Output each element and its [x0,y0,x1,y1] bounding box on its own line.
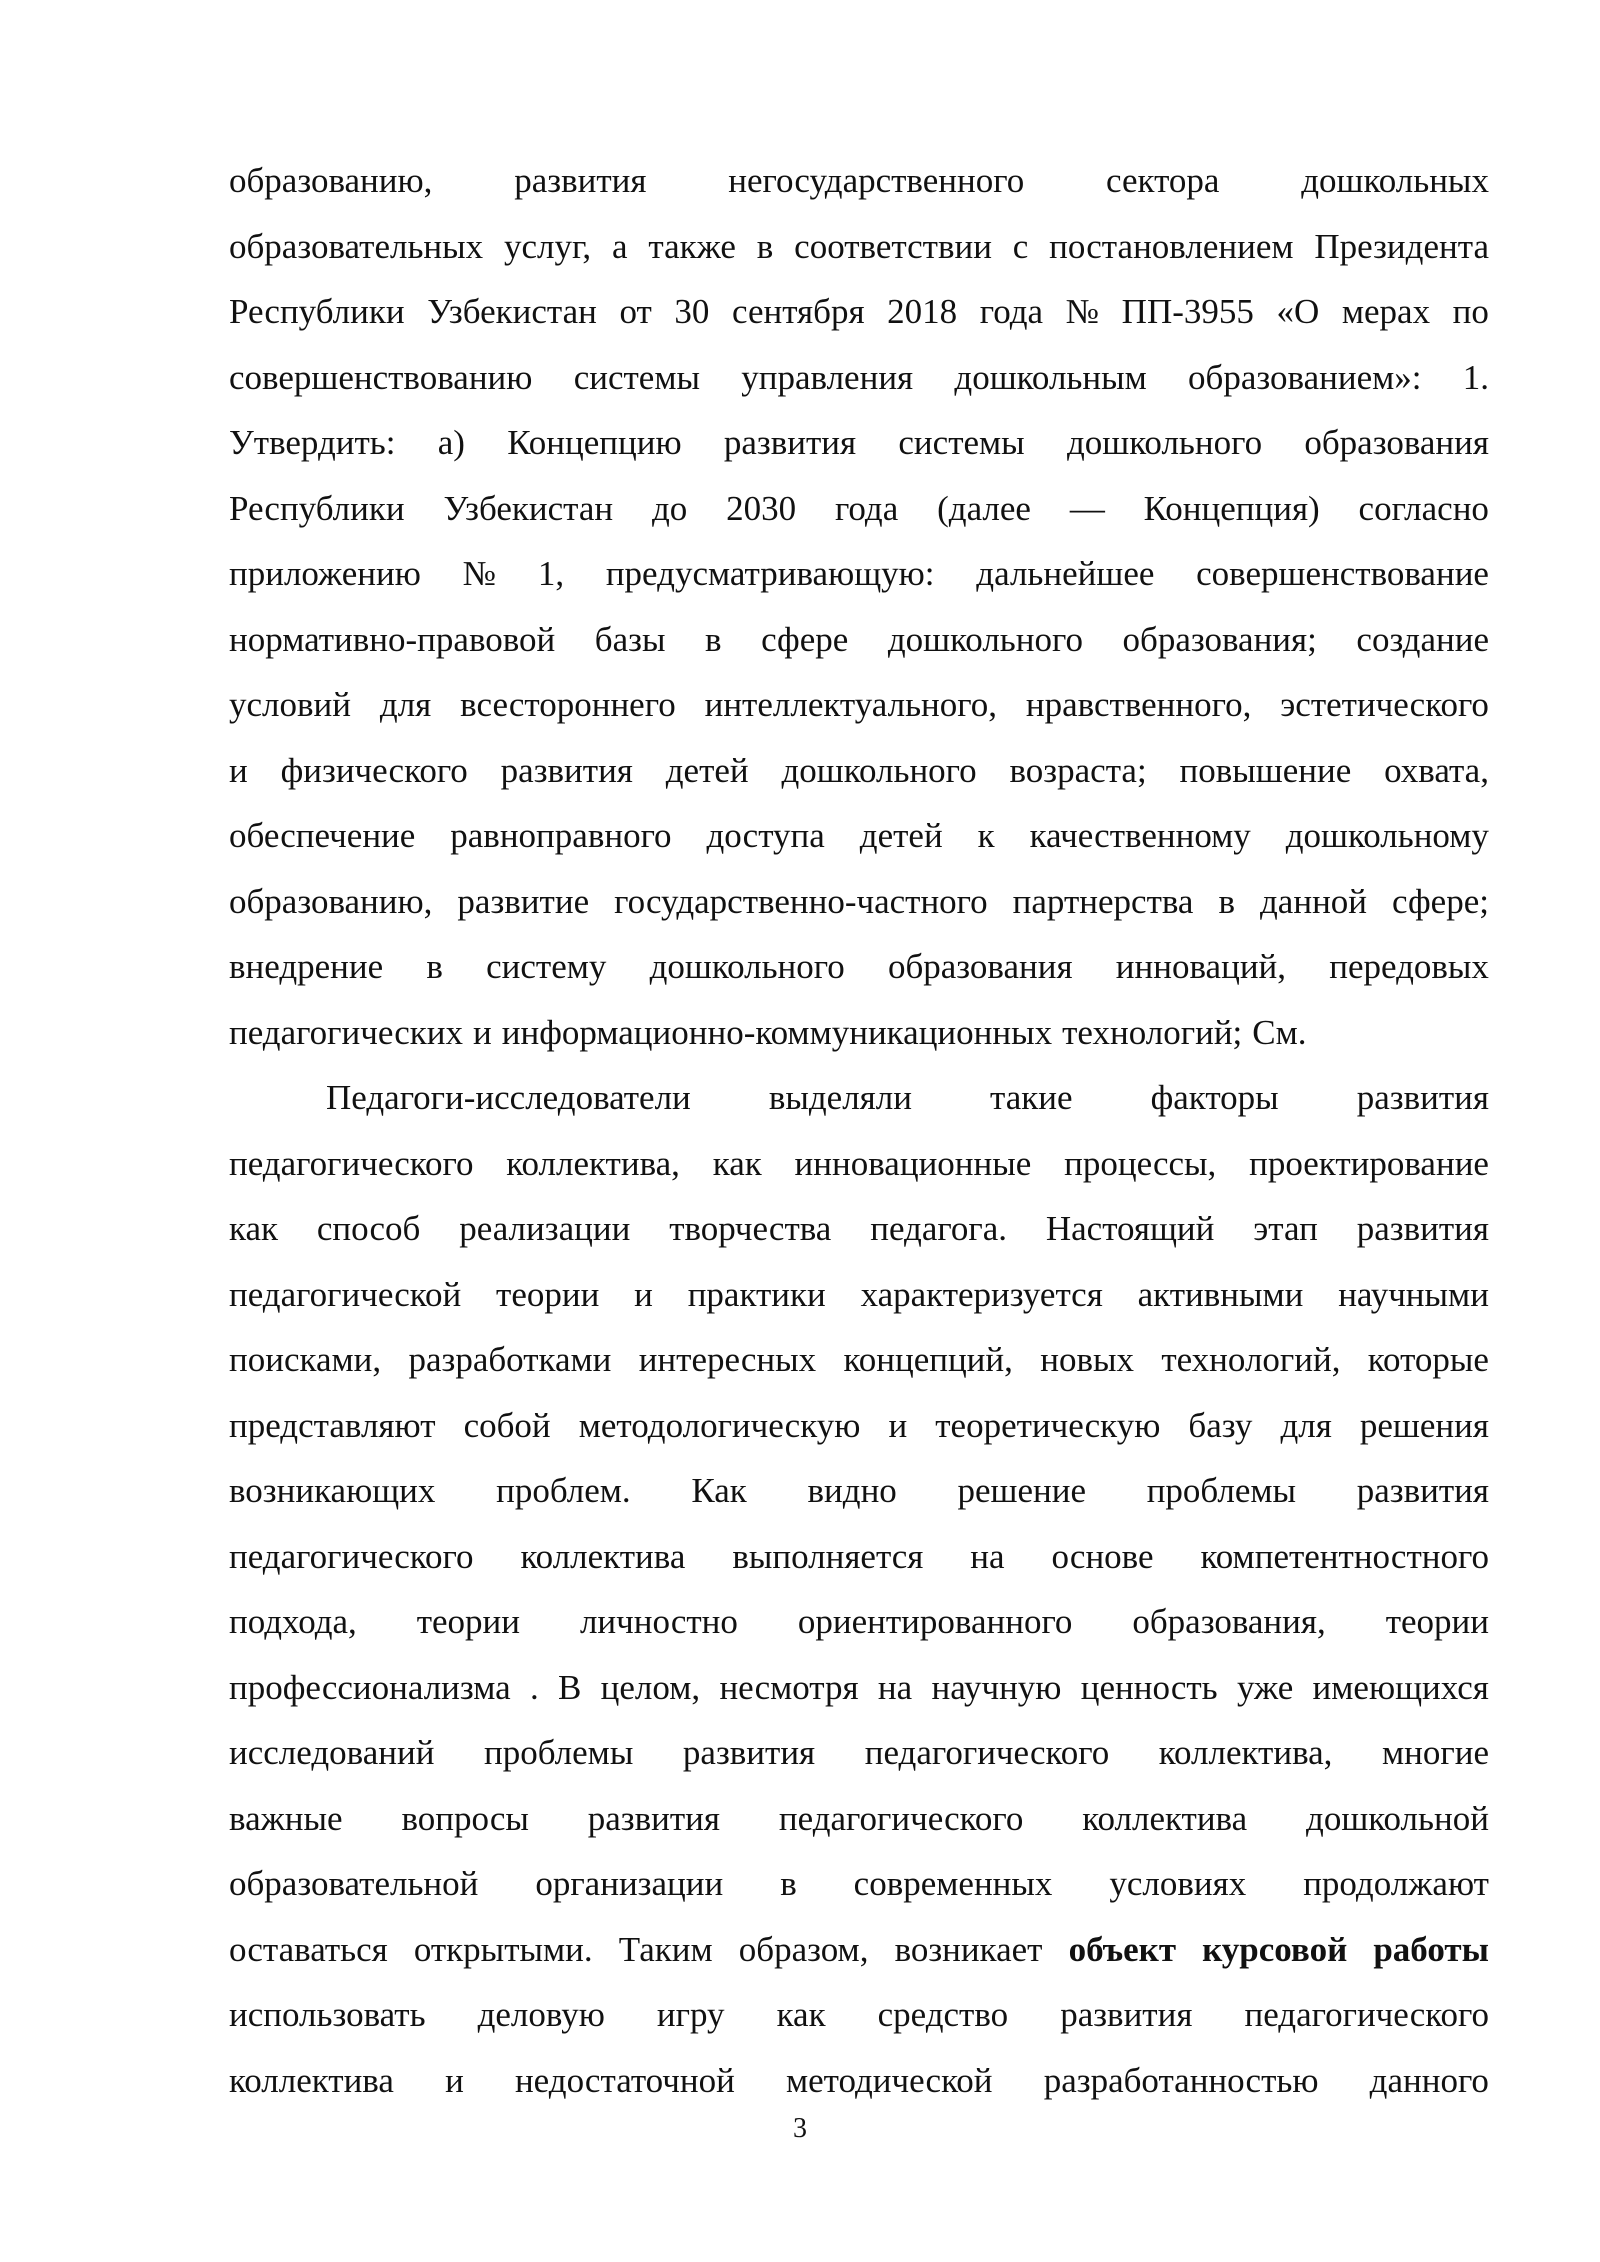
word: педагогического [864,1733,1110,1772]
word: инноваций, [1115,947,1287,986]
text-line [229,1589,1489,1655]
word: нравственного, [1025,685,1252,724]
word: открытыми. [413,1929,593,1969]
word: а) [437,423,465,462]
word: использовать [229,1995,426,2034]
word: многие [1381,1733,1489,1772]
word: технологий; [1062,1012,1243,1052]
word: научную [931,1667,1062,1707]
word: предусматривающую: [605,554,935,593]
word: развития [682,1733,816,1772]
word: личностно [579,1602,738,1641]
word: образования [887,947,1073,986]
word: и [473,1012,492,1052]
word: важные [229,1798,343,1838]
word: педагога. [870,1209,1007,1248]
word: до [651,488,688,528]
word: образования; [1122,619,1317,659]
word: уже [1236,1667,1294,1707]
word: как [712,1143,762,1183]
text-line [229,1982,1489,2048]
word: к [977,816,995,855]
text-line [229,934,1489,1000]
word: педагогического [229,1536,474,1576]
word: и [445,2060,464,2100]
word: дошкольного [1066,423,1263,462]
text-line [229,541,1489,607]
word: несмотря [719,1667,859,1707]
word: образованием»: [1188,357,1422,397]
word: образовательной [229,1864,479,1903]
word: развития [1356,1078,1489,1117]
word: организации [535,1864,724,1903]
word: деловую [477,1995,605,2034]
word: педагогического [229,1143,474,1183]
word: Как [691,1471,747,1510]
text-line [229,279,1489,345]
word: В [558,1667,582,1707]
word: 30 [674,292,710,331]
text-line [229,1262,1489,1328]
word: в [780,1864,797,1903]
word: ПП-3955 [1121,292,1254,331]
word: инновационные [794,1143,1032,1183]
word: всестороннего [460,685,676,724]
word: Концепция) [1143,488,1320,528]
word: педагогического [1244,1995,1489,2034]
text-line [229,1458,1489,1524]
word: компетентностного [1200,1536,1489,1576]
word: поисками, [229,1340,382,1379]
word: развития [1356,1471,1489,1510]
word: ценность [1080,1667,1218,1707]
word: возникающих [229,1471,436,1510]
word: Узбекистан [443,488,614,528]
word: . [529,1667,539,1707]
word: образованию, [229,881,433,921]
word: № [1065,292,1100,331]
word: равноправного [450,816,672,855]
word: Таким [618,1929,713,1969]
word: дошкольным [954,357,1147,397]
text-line [229,738,1489,804]
word: проблемы [1146,1471,1297,1510]
word: собой [463,1405,551,1445]
word: дошкольному [1285,816,1489,855]
word: детей [665,750,749,790]
word: передовых [1329,947,1489,986]
word: для [1280,1405,1332,1445]
word: педагогического [778,1798,1024,1838]
word: образования [1304,423,1489,462]
word: данного [1369,2060,1489,2100]
word: дальнейшее [976,554,1155,593]
word: Концепцию [507,423,682,462]
word: этап [1253,1209,1318,1248]
word: нормативно-правовой [229,619,556,659]
word: образом, [738,1929,869,1969]
word: возраста; [1009,750,1147,790]
word: условиях [1109,1864,1247,1903]
word: теории [416,1602,521,1641]
word: дошкольных [1301,161,1489,200]
word: управления [741,357,914,397]
word: коллектива [229,2060,394,2100]
word: услуг, [504,226,592,266]
word: повышение [1179,750,1352,790]
word: развития [1060,1995,1193,2034]
word: образованию, [229,161,433,200]
word: активными [1137,1274,1304,1314]
text-line [229,1393,1489,1459]
word: согласно [1358,488,1489,528]
word: выделяли [768,1078,912,1117]
word: решения [1359,1405,1489,1445]
word: партнерства [1012,881,1194,921]
word: продолжают [1303,1864,1489,1903]
word: вопросы [401,1798,529,1838]
word: 1. [1462,357,1489,397]
text-line [229,1524,1489,1590]
word: технологий, [1161,1340,1341,1379]
word: постановлением [1049,226,1294,266]
word: базы [594,619,666,659]
word: процессы, [1064,1143,1217,1183]
word: системы [573,357,700,397]
word: сектора [1106,161,1220,200]
text-line [229,410,1489,476]
word: имеющихся [1312,1667,1489,1707]
word: физического [280,750,468,790]
text-line [229,1786,1489,1852]
word: коллектива [520,1536,686,1576]
word: совершенствованию [229,357,533,397]
bold-term: объект [1068,1929,1177,1969]
word: новых [1040,1340,1134,1379]
word: доступа [706,816,825,855]
word: в [426,947,443,986]
word: оставаться [229,1929,388,1969]
word: целом, [600,1667,701,1707]
word: государственно-частного [614,881,988,921]
word: системы [898,423,1025,462]
word: педагогической [229,1274,462,1314]
text-line [229,803,1489,869]
word: как [776,1995,826,2034]
text-line [229,345,1489,411]
word: основе [1051,1536,1154,1576]
word: по [1452,292,1489,331]
word: года [834,488,899,528]
word: данной [1260,881,1368,921]
word: года [979,292,1044,331]
text-line [229,607,1489,673]
document-body [229,148,1489,2113]
word: соответствии [794,226,992,266]
word: с [1012,226,1029,266]
word: педагогических [229,1012,463,1052]
text-line [229,1065,1489,1131]
word: как [229,1209,279,1248]
word: а [612,226,628,266]
word: разработанностью [1043,2060,1319,2100]
word: развитие [457,881,590,921]
word: качественному [1029,816,1251,855]
word: Настоящий [1045,1209,1215,1248]
text-line [229,1196,1489,1262]
word: дошкольного [887,619,1083,659]
text-line [229,672,1489,738]
word: обеспечение [229,816,416,855]
word: игру [656,1995,725,2034]
word: Педагоги-исследователи [326,1078,691,1117]
word: сфере [761,619,849,659]
word: коллектива, [1158,1733,1333,1772]
word: развития [587,1798,721,1838]
word: условий [229,685,351,724]
word: образовательных [229,226,484,266]
word: такие [990,1078,1073,1117]
word: 1, [537,554,565,593]
word: теории [1385,1602,1489,1641]
word: и [888,1405,908,1445]
word: в [705,619,722,659]
word: профессионализма [229,1667,511,1707]
word: создание [1356,619,1489,659]
word: способ [316,1209,421,1248]
word: факторы [1150,1078,1279,1117]
word: интеллектуального, [704,685,998,724]
word: 2018 [887,292,958,331]
word: эстетического [1280,685,1489,724]
word: интересных [638,1340,817,1379]
word: дошкольного [781,750,977,790]
text-line [229,2048,1489,2114]
word: См. [1252,1012,1307,1052]
word: методической [785,2060,993,2100]
text-line [229,148,1489,214]
word: базу [1188,1405,1253,1445]
text-line [229,1720,1489,1786]
word: средство [877,1995,1009,2034]
word: совершенствование [1196,554,1489,593]
text-line [229,1655,1489,1721]
word: современных [853,1864,1053,1903]
word: 2030 [726,488,797,528]
word: практики [687,1274,826,1314]
word: детей [859,816,943,855]
bold-term: работы [1373,1929,1489,1969]
word: в [756,226,774,266]
bold-term: курсовой [1202,1929,1348,1969]
word: и [229,750,248,790]
word: возникает [894,1929,1043,1969]
word: Утвердить: [229,423,396,462]
word: негосударственного [728,161,1025,200]
text-line [229,1000,1489,1066]
text-line [229,1131,1489,1197]
word: от [619,292,652,331]
word: — [1069,488,1105,528]
word: видно [807,1471,897,1510]
word: решение [957,1471,1086,1510]
word: охвата, [1384,750,1489,790]
word: (далее [937,488,1031,528]
word: творчества [669,1209,832,1248]
word: Республики [229,488,405,528]
word: сфере; [1392,881,1489,921]
word: подхода, [229,1602,357,1641]
word: сентября [731,292,865,331]
text-line [229,214,1489,280]
word: образования, [1132,1602,1326,1641]
text-line [229,1327,1489,1393]
word: характеризуется [860,1274,1103,1314]
word: и [634,1274,653,1314]
word: в [1218,881,1235,921]
word: информационно-коммуникационных [501,1012,1053,1052]
word: концепций, [843,1340,1013,1379]
word: дошкольного [649,947,845,986]
word: мерах [1341,292,1431,331]
word: Президента [1314,226,1489,266]
text-line [229,1851,1489,1917]
word: на [970,1536,1005,1576]
word: коллектива [1082,1798,1248,1838]
word: для [379,685,432,724]
word: Узбекистан [427,292,597,331]
word: «О [1276,292,1320,331]
word: коллектива, [506,1143,680,1183]
word: Республики [229,292,405,331]
word: проблемы [484,1733,634,1772]
page-number: 3 [793,2113,807,2144]
word: внедрение [229,947,384,986]
text-line [229,476,1489,542]
word: развития [723,423,857,462]
word: систему [486,947,607,986]
word: недостаточной [514,2060,735,2100]
text-line [229,1917,1489,1983]
word: теории [496,1274,600,1314]
word: проектирование [1249,1143,1489,1183]
word: ориентированного [797,1602,1073,1641]
word: приложению [229,554,421,593]
word: исследований [229,1733,435,1772]
word: выполняется [732,1536,924,1576]
word: развития [514,161,647,200]
word: представляют [229,1405,436,1445]
word: которые [1367,1340,1489,1379]
word: реализации [459,1209,631,1248]
word: теоретическую [935,1405,1161,1445]
word: № [462,554,497,593]
word: также [648,226,736,266]
word: на [877,1667,913,1707]
word: научными [1338,1274,1489,1314]
word: развития [1356,1209,1489,1248]
word: методологическую [578,1405,861,1445]
word: развития [500,750,633,790]
text-line [229,869,1489,935]
word: разработками [408,1340,612,1379]
word: дошкольной [1306,1798,1489,1838]
word: проблем. [496,1471,631,1510]
